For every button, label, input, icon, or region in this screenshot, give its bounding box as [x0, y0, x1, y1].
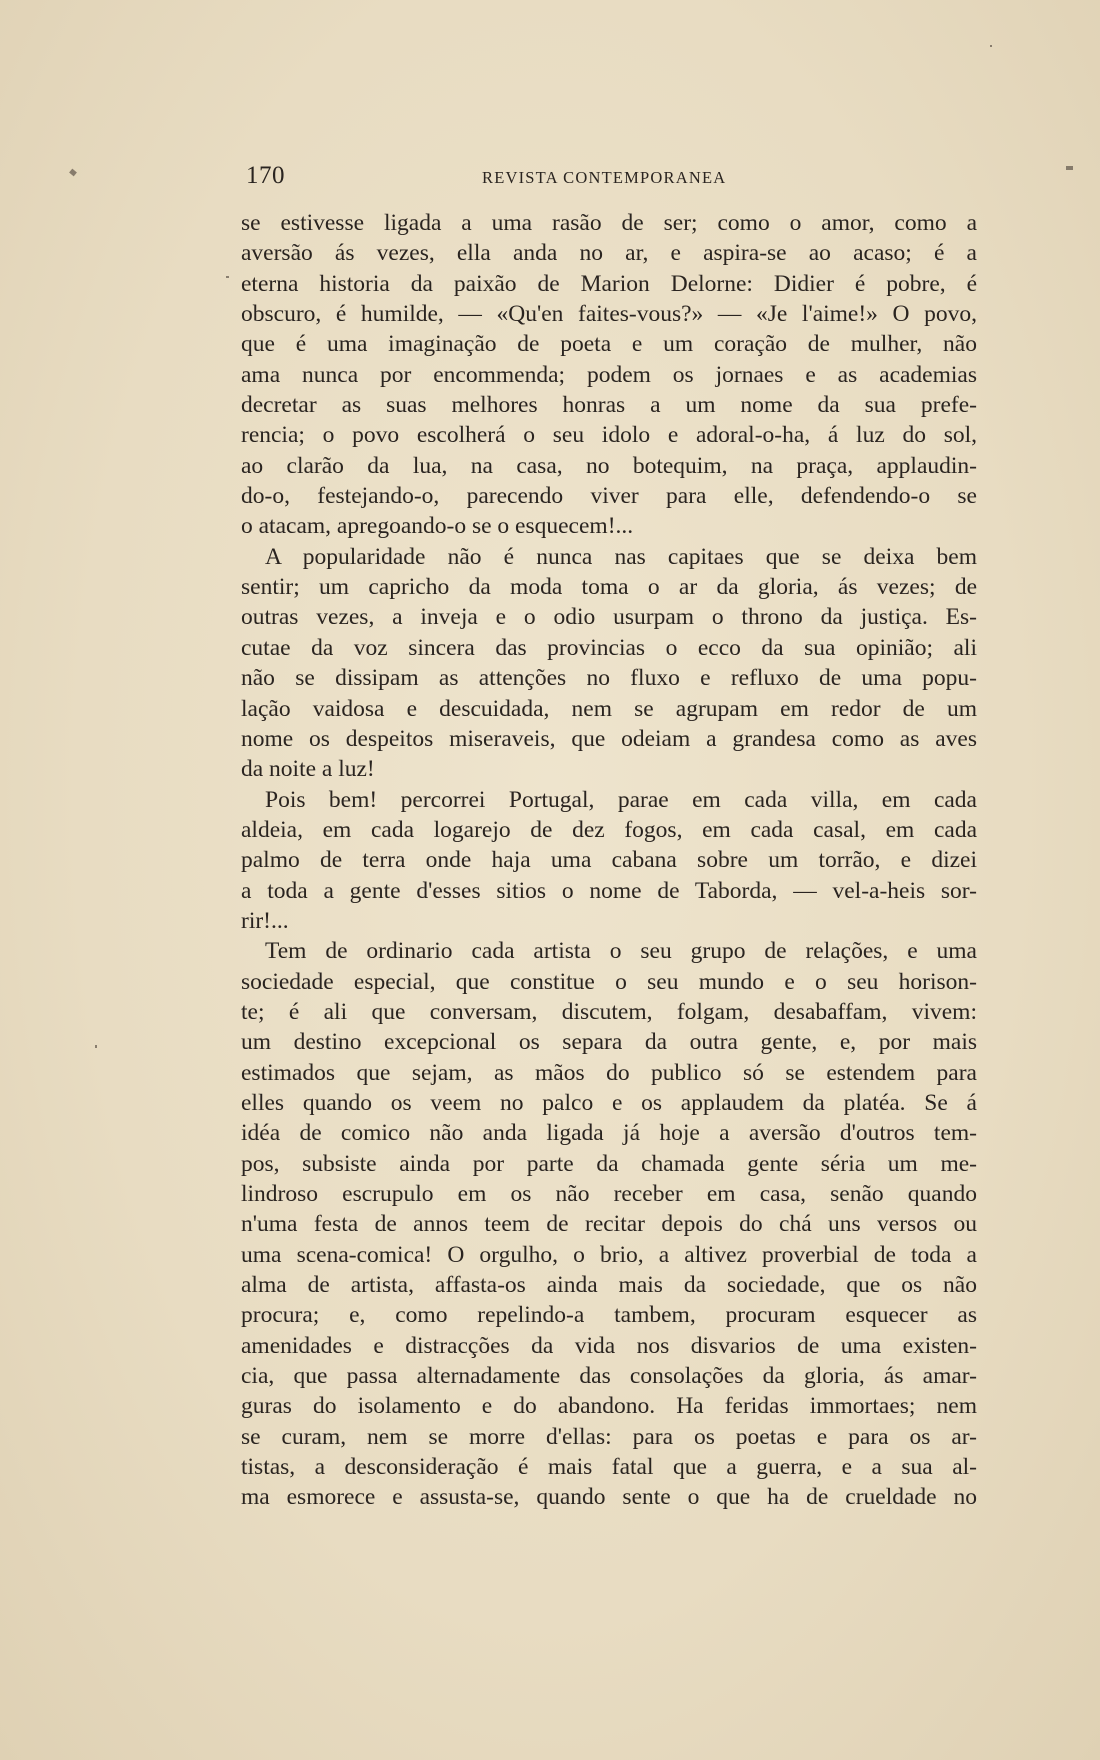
- text-line: sociedade especial, que constitue o seu mundo e o seu horison-: [241, 968, 977, 995]
- print-speck: [226, 276, 229, 278]
- text-line: que é uma imaginação de poeta e um coração de mulher, não: [241, 331, 977, 358]
- text-line: se curam, nem se morre d'ellas: para os poetas e para os ar-: [241, 1423, 977, 1450]
- text-line: da noite a luz!: [241, 756, 375, 783]
- text-line: elles quando os veem no palco e os applaudem da platéa. Se á: [241, 1089, 977, 1116]
- paragraph: [241, 542, 977, 785]
- text-line: guras do isolamento e do abandono. Ha feridas immortaes; nem: [241, 1393, 977, 1420]
- running-title: REVISTA CONTEMPORANEA: [482, 168, 727, 187]
- print-speck: [95, 1045, 97, 1048]
- text-line: aversão ás vezes, ella anda no ar, e aspira-se ao acaso; é a: [241, 240, 977, 267]
- text-line: outras vezes, a inveja e o odio usurpam o throno da justiça. Es-: [241, 604, 977, 631]
- text-line: decretar as suas melhores honras a um nome da sua prefe-: [241, 392, 977, 419]
- text-line: Pois bem! percorrei Portugal, parae em cada villa, em cada: [265, 786, 977, 813]
- text-line: a toda a gente d'esses sitios o nome de Taborda, — vel-a-heis sor-: [241, 877, 977, 904]
- print-speck: [69, 169, 77, 177]
- text-line: idéa de comico não anda ligada já hoje a aversão d'outros tem-: [241, 1120, 977, 1147]
- page-header: [246, 162, 976, 192]
- text-line: ama nunca por encommenda; podem os jornaes e as academias: [241, 361, 977, 388]
- text-line: obscuro, é humilde, — «Qu'en faites-vous?» — «Je l'aime!» O povo,: [241, 301, 977, 328]
- text-line: lação vaidosa e descuidada, nem se agrupam em redor de um: [241, 695, 977, 722]
- paragraph: [241, 785, 977, 937]
- text-line: se estivesse ligada a uma rasão de ser; como o amor, como a: [241, 210, 977, 236]
- text-line: alma de artista, affasta-os ainda mais da sociedade, que os não: [241, 1272, 977, 1299]
- text-line: estimados que sejam, as mãos do publico só se estendem para: [241, 1059, 977, 1086]
- text-line: cia, que passa alternadamente das consolações da gloria, ás amar-: [241, 1363, 977, 1390]
- text-line: nome os despeitos miseraveis, que odeiam a grandesa como as aves: [241, 725, 977, 752]
- text-line: n'uma festa de annos teem de recitar depois do chá uns versos ou: [241, 1211, 977, 1238]
- text-line: cutae da voz sincera das provincias o ecco da sua opinião; ali: [241, 634, 977, 661]
- text-line: te; é ali que conversam, discutem, folgam, desabaffam, vivem:: [241, 998, 977, 1025]
- text-line: rir!...: [241, 907, 289, 934]
- text-line: ma esmorece e assusta-se, quando sente o que ha de crueldade no: [241, 1484, 977, 1511]
- paragraph: [241, 208, 977, 542]
- print-speck: [990, 45, 992, 47]
- text-line: do-o, festejando-o, parecendo viver para elle, defendendo-o se: [241, 483, 977, 510]
- text-line: rencia; o povo escolherá o seu idolo e adoral-o-ha, á luz do sol,: [241, 422, 977, 449]
- text-line: ao clarão da lua, na casa, no botequim, na praça, applaudin-: [241, 452, 977, 479]
- page-number: 170: [246, 162, 285, 189]
- text-line: A popularidade não é nunca nas capitaes que se deixa bem: [265, 543, 977, 570]
- print-speck: [1066, 166, 1073, 170]
- text-line: pos, subsiste ainda por parte da chamada gente séria um me-: [241, 1150, 977, 1177]
- paragraph: [241, 936, 977, 1513]
- body-text: [241, 208, 977, 1513]
- text-line: procura; e, como repelindo-a tambem, procuram esquecer as: [241, 1302, 977, 1329]
- text-line: Tem de ordinario cada artista o seu grupo de relações, e uma: [265, 938, 977, 965]
- text-line: palmo de terra onde haja uma cabana sobre um torrão, e dizei: [241, 847, 977, 874]
- text-line: o atacam, apregoando-o se o esquecem!...: [241, 513, 634, 540]
- text-line: um destino excepcional os separa da outra gente, e, por mais: [241, 1029, 977, 1056]
- text-line: aldeia, em cada logarejo de dez fogos, em cada casal, em cada: [241, 816, 977, 843]
- text-line: não se dissipam as attenções no fluxo e refluxo de uma popu-: [241, 665, 977, 692]
- text-line: tistas, a desconsideração é mais fatal que a guerra, e a sua al-: [241, 1454, 977, 1481]
- text-line: sentir; um capricho da moda toma o ar da gloria, ás vezes; de: [241, 574, 977, 601]
- text-line: lindroso escrupulo em os não receber em casa, senão quando: [241, 1181, 977, 1207]
- text-line: uma scena-comica! O orgulho, o brio, a altivez proverbial de toda a: [241, 1241, 977, 1268]
- text-line: eterna historia da paixão de Marion Delorne: Didier é pobre, é: [241, 270, 977, 297]
- text-line: amenidades e distracções da vida nos disvarios de uma existen-: [241, 1332, 977, 1359]
